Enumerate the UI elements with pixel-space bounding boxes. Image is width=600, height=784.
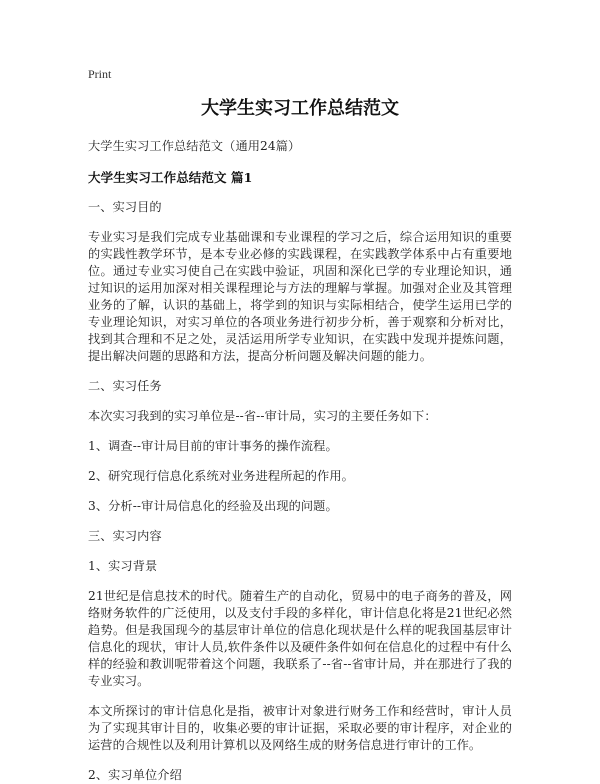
paragraph-tasks-intro: 本次实习我到的实习单位是--省--审计局，实习的主要任务如下： bbox=[88, 409, 437, 423]
heading-background: 1、实习背景 bbox=[88, 559, 158, 573]
task-item-3: 3、分析--审计局信息化的经验及出现的问题。 bbox=[88, 499, 338, 513]
paragraph-background: 21世纪是信息技术的时代。随着生产的自动化，贸易中的电子商务的普及，网络财务软件的广泛使用，以及支付手段的多样化，审计信息化将是21世纪必然趋势。但是我国现今的基层审计单位的信息化现状是什么样的呢我国基层审计信息化的现状，审计人员,软件条件以及硬件条件如何在信息化的过程中有什么样的经验和教训呢带着这个问题，我联系了--省--省审计局，并在那进行了我的专业实习。 bbox=[88, 589, 512, 688]
heading-unit: 2、实习单位介绍 bbox=[88, 768, 182, 782]
paragraph-definition: 本文所探讨的审计信息化是指，被审计对象进行财务工作和经营时，审计人员为了实现其审计目的，收集必要的审计证据，采取必要的审计程序，对企业的运营的合规性以及利用计算机以及网络生成的财务信息进行审计的工作。 bbox=[88, 704, 512, 752]
document-subtitle: 大学生实习工作总结范文（通用24篇） bbox=[88, 139, 301, 153]
heading-tasks: 二、实习任务 bbox=[88, 379, 162, 393]
heading-purpose: 一、实习目的 bbox=[88, 200, 162, 214]
print-label: Print bbox=[88, 67, 112, 81]
heading-content: 三、实习内容 bbox=[88, 529, 162, 543]
paragraph-purpose: 专业实习是我们完成专业基础课和专业课程的学习之后，综合运用知识的重要的实践性教学环节，是本专业必修的实践课程，在实践教学体系中占有重要地位。通过专业实习使自己在实践中验证，巩固和深化已学的专业理论知识，通过知识的运用加深对相关课程理论与方法的理解与掌握。加强对企业及其管理业务的了解，认识的基础上，将学到的知识与实际相结合，使学生运用已学的专业理论知识，对实习单位的各项业务进行初步分析，善于观察和分析对比，找到其合理和不足之处，灵活运用所学专业知识，在实践中发现并提炼问题，提出解决问题的思路和方法，提高分析问题及解决问题的能力。 bbox=[88, 230, 512, 363]
section-title: 大学生实习工作总结范文 篇1 bbox=[88, 170, 253, 185]
task-item-1: 1、调查--审计局目前的审计事务的操作流程。 bbox=[88, 439, 338, 453]
document-title: 大学生实习工作总结范文 bbox=[201, 98, 399, 119]
task-item-2: 2、研究现行信息化系统对业务进程所起的作用。 bbox=[88, 469, 354, 483]
